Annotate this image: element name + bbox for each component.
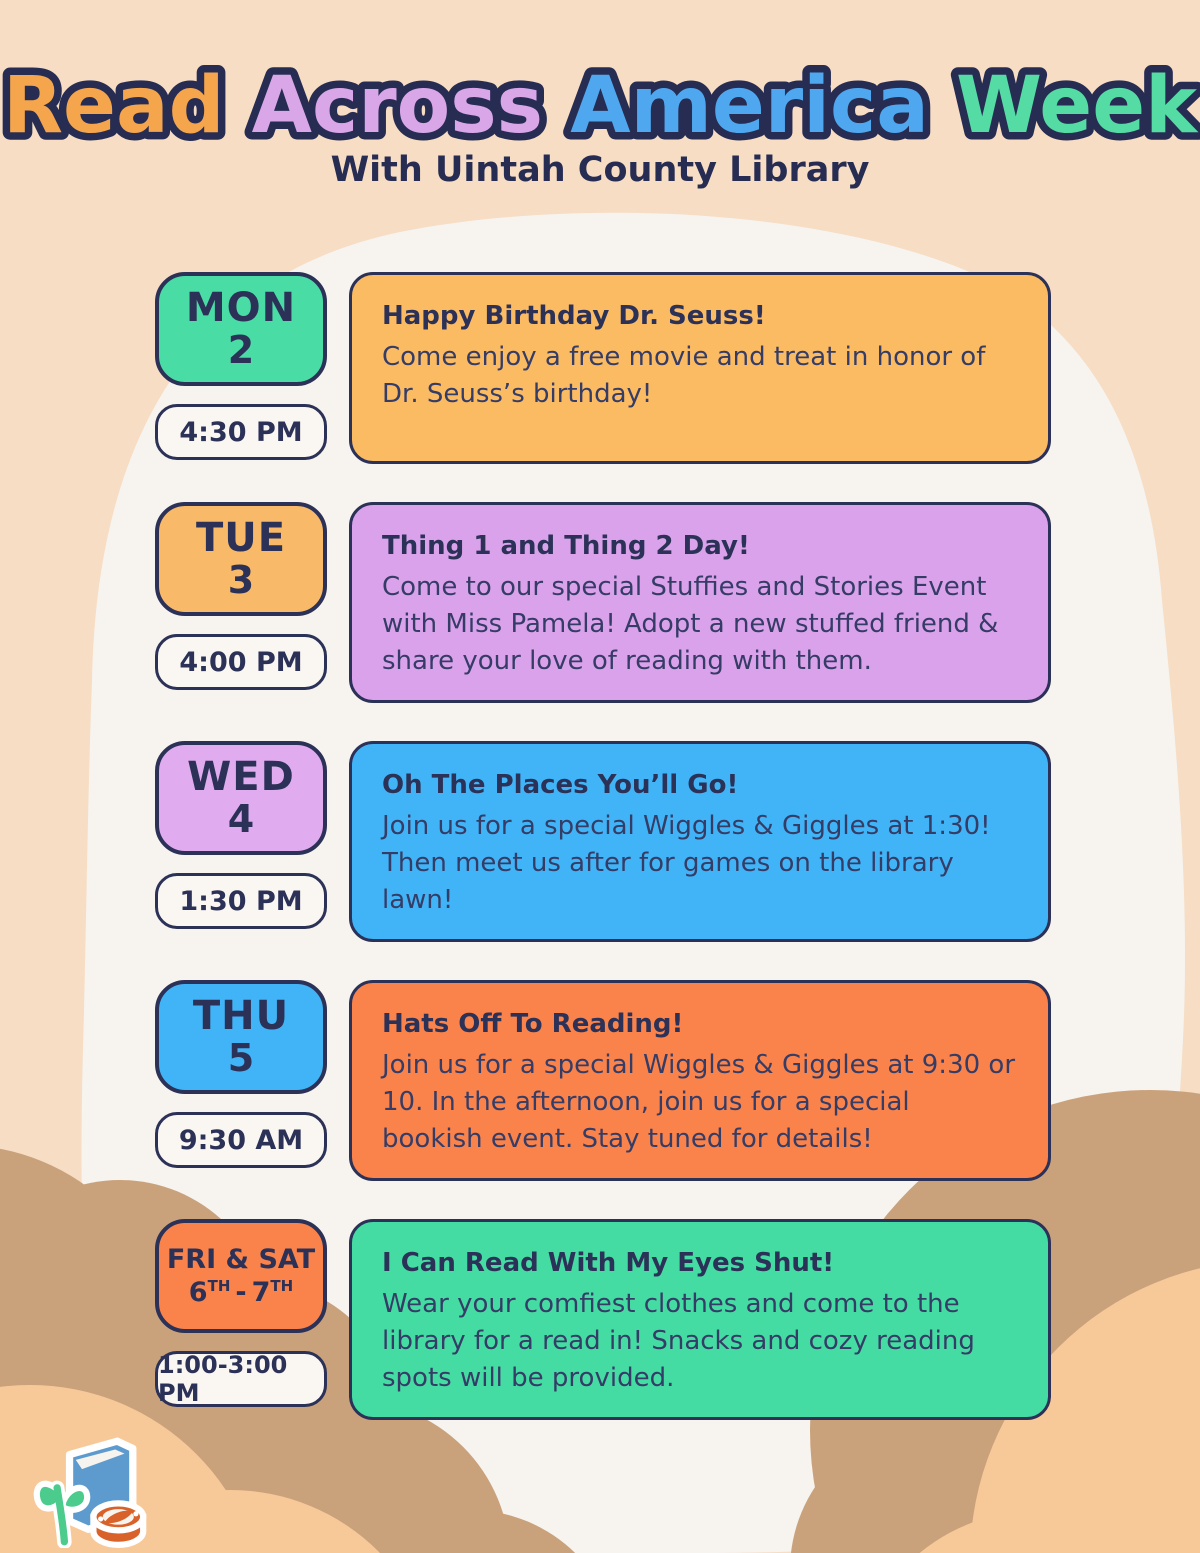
event-title: Hats Off To Reading! [382,1009,684,1039]
monday-event-card [349,272,1051,464]
schedule-row-friday-saturday [155,1219,1051,1420]
event-description: Wear your comfiest clothes and come to the library for a read in! Snacks and cozy reading spots will be provided. [382,1289,975,1393]
title-text [3,61,1199,151]
compass-icon [93,1503,143,1544]
wednesday-day-badge [155,741,327,855]
title-word-across: Across [251,61,544,151]
schedule [155,272,1051,1420]
event-title: Happy Birthday Dr. Seuss! [382,301,766,331]
schedule-row-wednesday [155,741,1051,942]
tuesday-time-pill: 4:00 PM [155,634,327,690]
day-label: FRI & SAT [166,1244,316,1276]
event-description: Come enjoy a free movie and treat in honor of Dr. Seuss’s birthday! [382,342,986,409]
friday-saturday-time-pill: 1:00-3:00 PM [155,1351,327,1407]
monday-time-pill: 4:30 PM [155,404,327,460]
title-word-week: Week [956,61,1197,151]
event-description: Join us for a special Wiggles & Giggles at 9:30 or 10. In the afternoon, join us for a special bookish event. Stay tuned for details! [382,1050,1016,1154]
tuesday-left-column [155,502,327,703]
event-title: I Can Read With My Eyes Shut! [382,1248,835,1278]
title-word-america: America [570,61,929,151]
day-label: MON [185,284,297,331]
date-label: 5 [227,1036,255,1081]
thursday-event-card [349,980,1051,1181]
event-title: Thing 1 and Thing 2 Day! [382,531,750,561]
date-label: 4 [227,797,255,842]
title-word-read: Read [3,61,225,151]
subtitle: With Uintah County Library [330,150,870,190]
thursday-time-pill: 9:30 AM [155,1112,327,1168]
event-description: Join us for a special Wiggles & Giggles at 1:30! Then meet us after for games on the library lawn! [382,811,991,915]
day-label: WED [187,753,295,800]
library-logo [26,1436,166,1548]
thursday-left-column [155,980,327,1181]
friday-saturday-day-badge [155,1219,327,1333]
event-description: Come to our special Stuffies and Stories Event with Miss Pamela! Adopt a new stuffed friend & share your love of reading with them. [382,572,999,676]
monday-day-badge [155,272,327,386]
date-label: 3 [227,558,255,603]
date-label: 6TH - 7TH [188,1276,294,1308]
schedule-row-thursday [155,980,1051,1181]
page-title [0,28,1200,168]
monday-left-column [155,272,327,464]
friday-saturday-left-column [155,1219,327,1420]
wednesday-event-card [349,741,1051,942]
friday-saturday-event-card [349,1219,1051,1420]
day-label: THU [192,992,290,1039]
schedule-row-monday [155,272,1051,464]
thursday-day-badge [155,980,327,1094]
tuesday-event-card [349,502,1051,703]
tuesday-day-badge [155,502,327,616]
date-label: 2 [227,328,255,373]
wednesday-left-column [155,741,327,942]
wednesday-time-pill: 1:30 PM [155,873,327,929]
event-title: Oh The Places You’ll Go! [382,770,739,800]
day-label: TUE [195,514,287,561]
schedule-row-tuesday [155,502,1051,703]
